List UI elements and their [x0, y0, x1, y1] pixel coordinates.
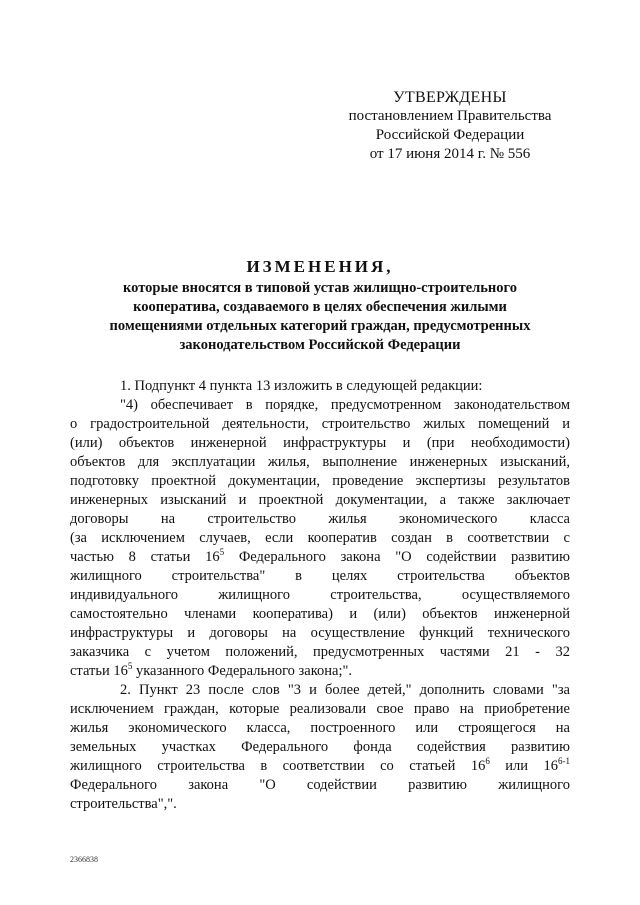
document-code: 2366838	[70, 855, 98, 864]
p2-line-3: жилья экономического класса, построенного или строящегося на	[70, 720, 570, 736]
p1-line-8: (за исключением случаев, если кооператив создан в соответствии с	[70, 530, 570, 546]
p1-line-2: о градостроительной деятельности, строительство жилых помещений и	[70, 416, 570, 432]
document-body	[70, 377, 570, 814]
approval-block	[330, 88, 570, 164]
paragraph-1-intro: 1. Подпункт 4 пункта 13 изложить в следующей редакции:	[120, 378, 483, 394]
p1-line-12: самостоятельно членами кооператива) и (или) объектов инженерной	[70, 606, 570, 622]
superscript: 6	[485, 756, 490, 766]
p1-line-5: подготовку проектной документации, проведение экспертизы результатов	[70, 473, 570, 489]
p2-line-4: земельных участках Федерального фонда содействия развитию	[70, 739, 570, 755]
title-subline-1: которые вносятся в типовой устав жилищно-строительного	[122, 280, 518, 296]
document-title: ИЗМЕНЕНИЯ,	[246, 257, 394, 276]
p1-line-9-b: Федерального закона "О содействии развитию	[224, 549, 570, 565]
title-subline-4: законодательством Российской Федерации	[179, 337, 461, 353]
p2-line-1: 2. Пункт 23 после слов "3 и более детей," дополнить словами "за	[120, 682, 570, 698]
p1-line-9-a: частью 8 статьи 16	[70, 549, 220, 565]
p2-line-2: исключением граждан, которые реализовали свое право на приобретение	[70, 701, 570, 717]
approval-line-1: постановлением Правительства	[348, 108, 552, 124]
p1-line-13: инфраструктуры и договоры на осуществление функций технического	[70, 625, 570, 641]
p2-line-5	[70, 757, 570, 776]
p1-line-15	[70, 662, 570, 681]
p1-line-9	[70, 548, 570, 567]
superscript: 6-1	[558, 756, 570, 766]
p1-last-a: статьи 16	[70, 663, 128, 679]
p1-last-b: указанного Федерального закона;".	[132, 663, 353, 679]
p2-line-5-mid: или 16	[489, 758, 558, 774]
title-subline-3: помещениями отдельных категорий граждан, предусмотренных	[109, 318, 531, 334]
p1-line-3: (или) объектов инженерной инфраструктуры и (при необходимости)	[70, 435, 570, 451]
approval-heading: УТВЕРЖДЕНЫ	[393, 89, 507, 106]
p2-line-7: строительства",".	[70, 796, 177, 812]
p1-line-4: объектов для эксплуатации жилья, выполнение инженерных изысканий,	[70, 454, 570, 470]
title-subline-2: кооператива, создаваемого в целях обеспечения жилыми	[133, 299, 507, 315]
document-title-block	[70, 256, 570, 355]
p1-line-7: договоры на строительство жилья экономического класса	[70, 511, 570, 527]
p1-line-10: жилищного строительства" в целях строительства объектов	[70, 568, 570, 584]
approval-line-2: Российской Федерации	[375, 127, 525, 143]
p1-line-11: индивидуального жилищного строительства, осуществляемого	[70, 587, 570, 603]
approval-line-3: от 17 июня 2014 г. № 556	[369, 146, 531, 162]
p2-line-5-a: жилищного строительства в соответствии со статьей 16	[70, 758, 486, 774]
p2-line-6: Федерального закона "О содействии развитию жилищного	[70, 777, 570, 793]
p1-line-6: инженерных изысканий и проектной документации, а также заключает	[70, 492, 570, 508]
superscript: 5	[219, 547, 225, 557]
p1-line-1: "4) обеспечивает в порядке, предусмотренном законодательством	[120, 397, 570, 413]
superscript: 5	[127, 661, 133, 671]
p1-line-14: заказчика с учетом положений, предусмотренных частями 21 - 32	[70, 644, 570, 660]
